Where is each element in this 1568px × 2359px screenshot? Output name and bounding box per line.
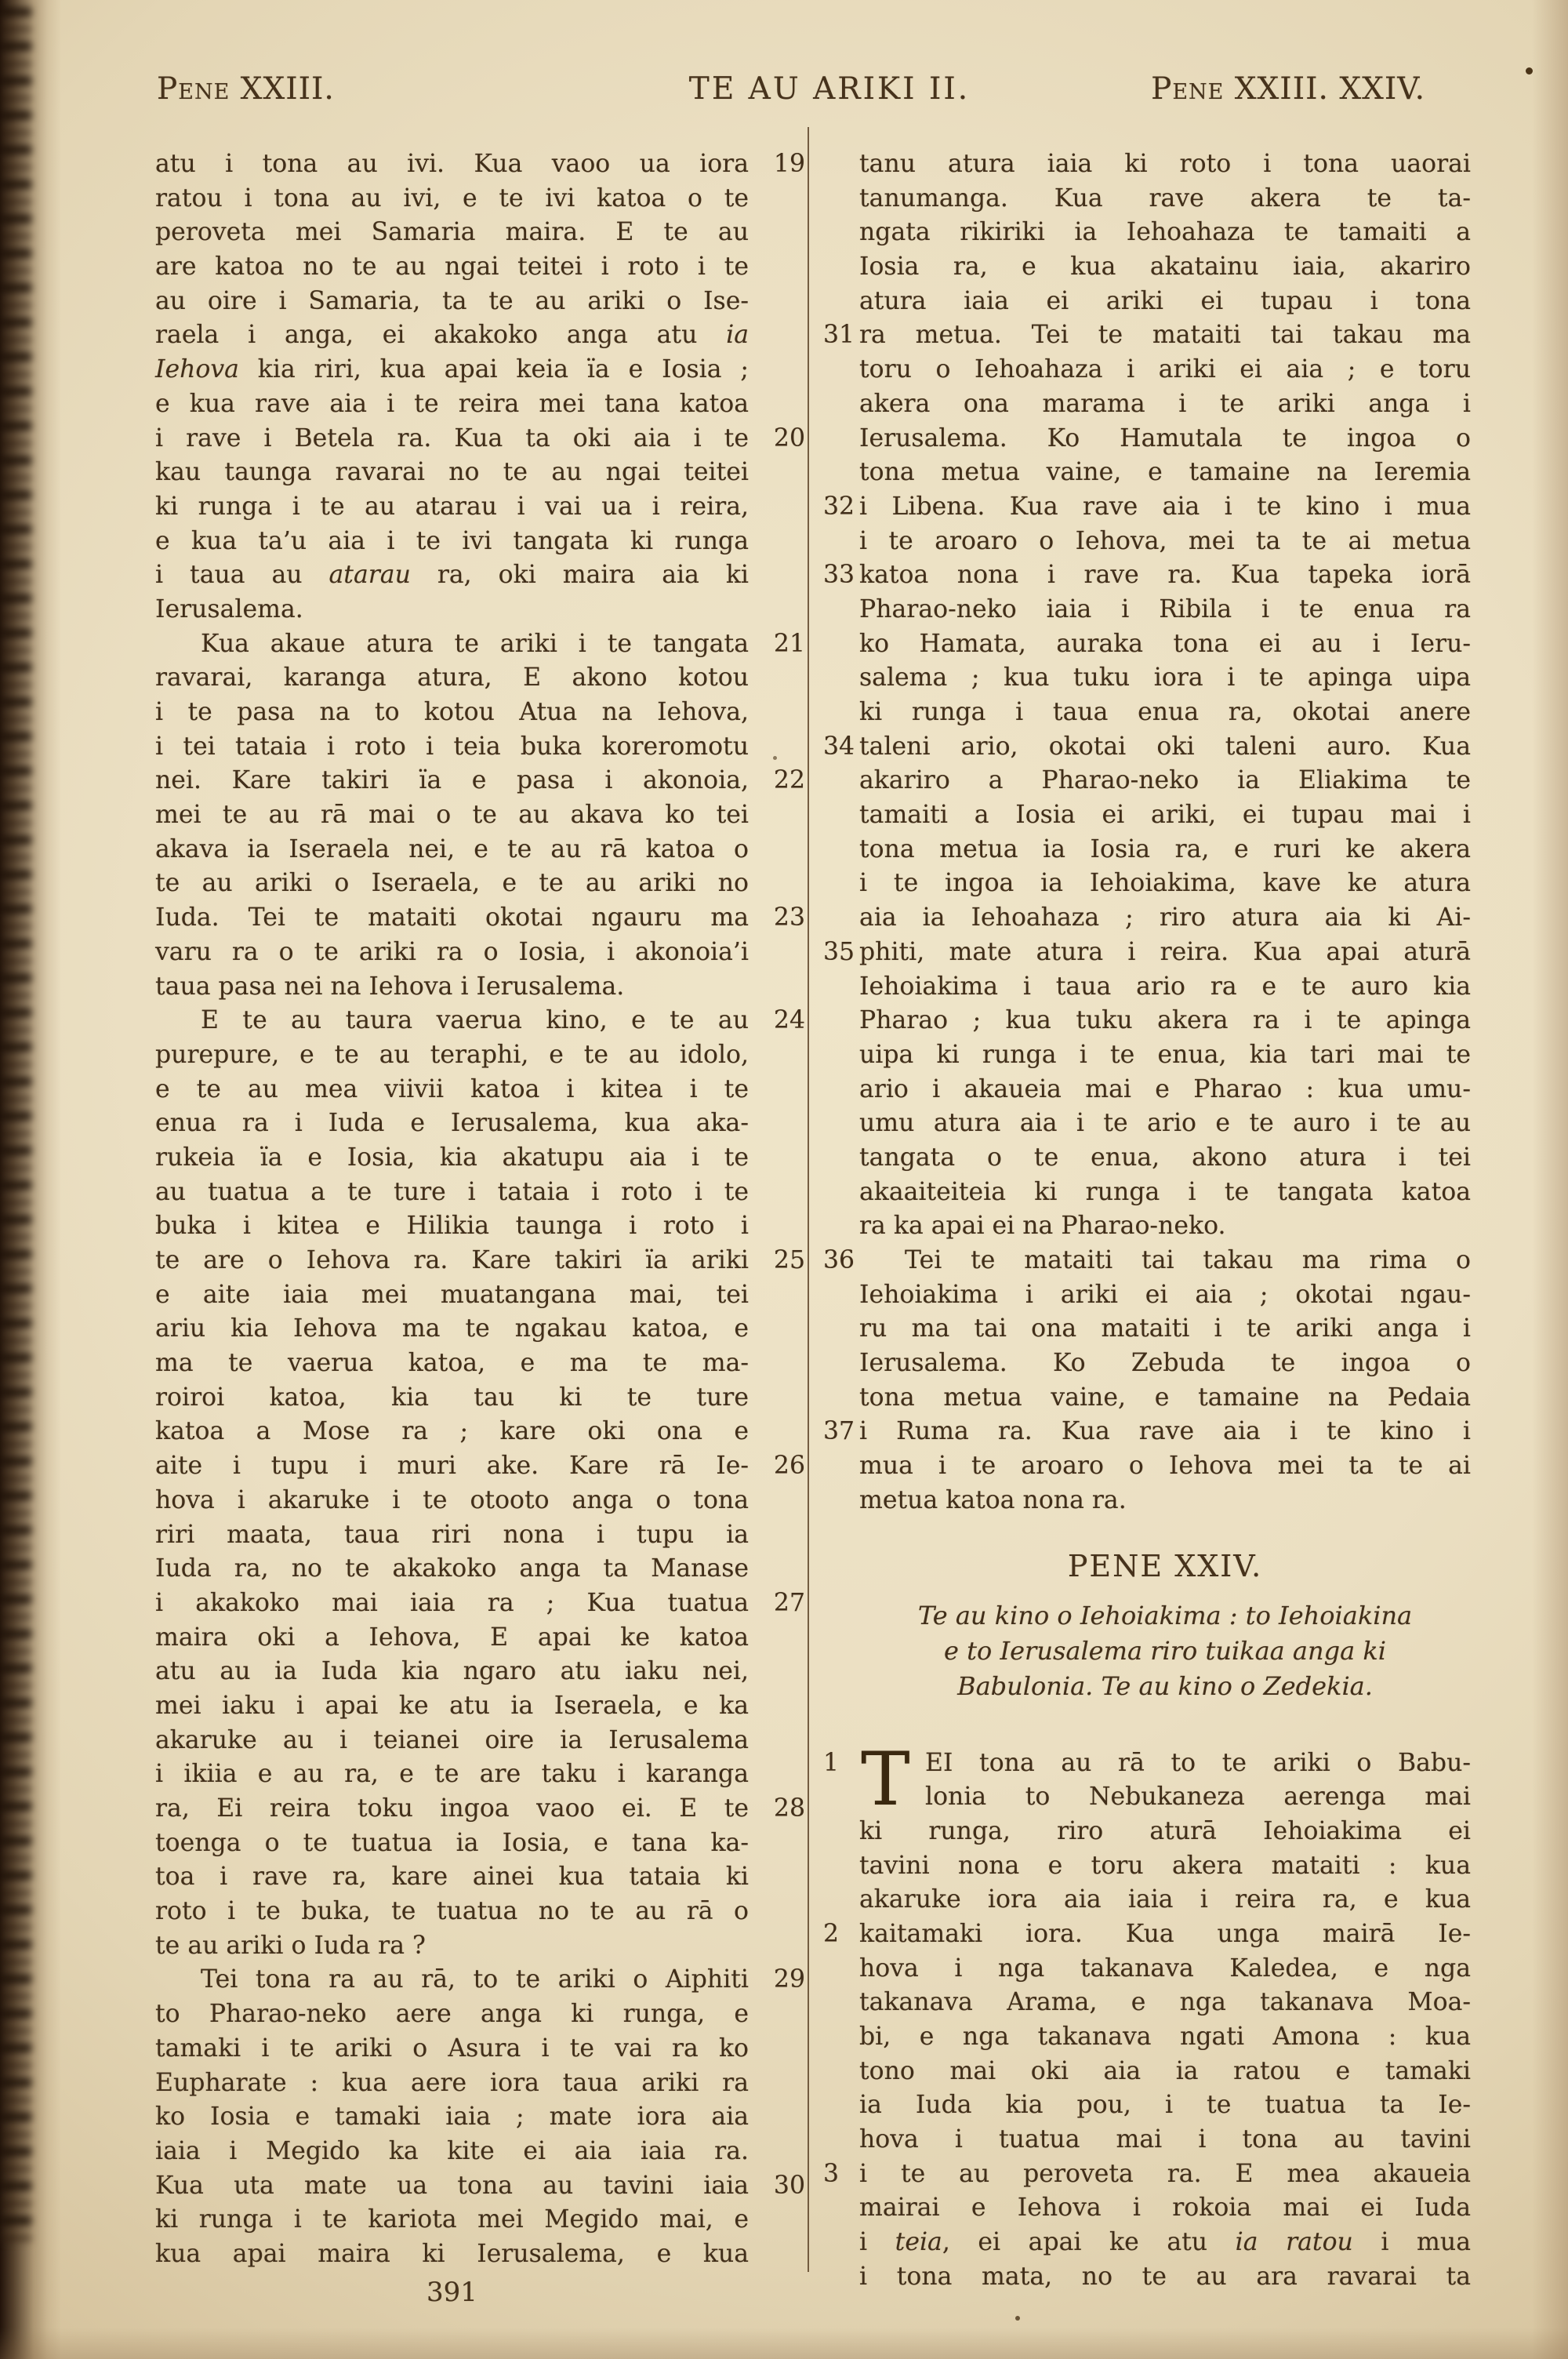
text-line: ra metua. Tei te mataiti tai takau ma 31 [859,318,1471,353]
text-line: toru o Iehoahaza i ariki ei aia ; e toru [859,355,1471,384]
text-line: EI tona au rā to te ariki o Babu- [925,1748,1471,1777]
text-line: ravarai, karanga atura, E akono kotou [155,663,749,692]
text-line: tono mai oki aia ia ratou e tamaki [859,2056,1471,2085]
text-line: mei iaku i apai ke atu ia Iseraela, e ka [155,1691,749,1720]
text-line: katoa a Mose ra ; kare oki ona e [155,1417,749,1446]
text-line: aite i tupu i muri ake. Kare rā Ie- 26 [155,1449,749,1484]
verse-number: 29 [773,1965,805,1994]
text-line: to Pharao-neko aere anga ki runga, e [155,2000,749,2029]
text-line: tona metua vaine, e tamaine na Pedaia [859,1383,1471,1412]
text-line: i te au peroveta ra. E mea akaueia 3 [859,2157,1471,2192]
verse-number: 24 [773,1006,805,1035]
verse-number: 36 [823,1246,855,1274]
text-line: enua ra i Iuda e Ierusalema, kua aka- [155,1109,749,1138]
text-line: Tei tona ra au rā, to te ariki o Aiphiti 29 [155,1963,749,1997]
left-text-column [155,147,805,2272]
text-line: i Libena. Kua rave aia i te kino i mua 32 [859,490,1471,525]
text-line: akera ona marama i te ariki anga i [859,389,1471,418]
text-line: peroveta mei Samaria maira. E te au [155,218,749,247]
verse-number: 31 [823,321,855,350]
text-line: i te pasa na to kotou Atua na Iehova, [155,698,749,726]
text-line: ario i akaueia mai e Pharao : kua umu- [859,1074,1471,1103]
text-line: salema ; kua tuku iora i te apinga uipa [859,663,1471,692]
text-line: Iuda. Tei te mataiti okotai ngauru ma 23 [155,901,749,936]
text-line: metua katoa nona ra. [859,1485,1127,1514]
verse-number: 3 [823,2159,840,2188]
text-line: maira oki a Iehova, E apai ke katoa [155,1623,749,1652]
text-line: ia Iuda kia pou, i te tuatua ta Ie- [859,2091,1471,2120]
text-line: hova i akaruke i te otooto anga o tona [155,1485,749,1514]
text-line: e kua ta’u aia i te ivi tangata ki runga [155,526,749,555]
page-number: 391 [426,2277,477,2308]
text-line: e kua rave aia i te reira mei tana katoa [155,389,749,418]
text-line: i te aroaro o Iehova, mei ta te ai metua [859,526,1471,555]
text-line: e aite iaia mei muatangana mai, tei [155,1280,749,1309]
chapter-summary-line: Te au kino o Iehoiakima : to Iehoiakina [917,1600,1413,1630]
ink-speck [1526,67,1533,75]
text-line: kua apai maira ki Ierusalema, e kua [155,2239,749,2268]
verse-number: 23 [773,903,805,932]
text-line: ratou i tona au ivi, e te ivi katoa o te [155,184,749,213]
text-line: taua pasa nei na Iehova i Ierusalema. [155,972,625,1001]
running-head-book-title: TE AU ARIKI II. [688,71,971,107]
text-line: Eupharate : kua aere iora taua ariki ra [155,2068,749,2097]
text-line: te are o Iehova ra. Kare takiri ïa ariki 25 [155,1244,749,1278]
text-line: roiroi katoa, kia tau ki te ture [155,1383,749,1412]
verse-number: 27 [773,1588,805,1617]
text-line: Iosia ra, e kua akatainu iaia, akariro [859,253,1471,282]
text-line: akariro a Pharao-neko ia Eliakima te [859,766,1471,795]
text-line: atu i tona au ivi. Kua vaoo ua iora 19 [155,147,749,182]
text-line: hova i nga takanava Kaledea, e nga [859,1954,1471,1983]
text-line: takanava Arama, e nga takanava Moa- [859,1988,1471,2017]
text-line: te au ariki o Iuda ra ? [155,1931,426,1960]
text-line: Kua uta mate ua tona au tavini iaia 30 [155,2169,749,2204]
text-line: ra, Ei reira toku ingoa vaoo ei. E te 28 [155,1792,749,1826]
text-line: bi, e nga takanava ngati Amona : kua [859,2023,1471,2051]
text-line: kaitamaki iora. Kua unga mairā Ie- 2 [859,1917,1471,1952]
text-line: i taua au atarau ra, oki maira aia ki [155,561,750,590]
text-line: i te ingoa ia Iehoiakima, kave ke atura [859,869,1471,898]
verse-number: 28 [773,1794,805,1823]
text-line: tona metua vaine, e tamaine na Ieremia [859,458,1471,487]
text-line: raela i anga, ei akakoko anga atu ia [155,321,749,350]
text-line: ko Hamata, auraka tona ei au i Ieru- [859,629,1471,658]
text-line: au tuatua a te ture i tataia i roto i te [155,1177,749,1206]
chapter-summary [859,1598,1471,1704]
text-line: i Ruma ra. Kua rave aia i te kino i 37 [859,1415,1471,1449]
verse-number: 25 [773,1246,805,1274]
text-line: Tei te mataiti tai takau ma rima o 36 [859,1244,1471,1278]
text-line: i tona mata, no te au ara ravarai ta [859,2262,1471,2291]
text-line: akaruke au i teianei oire ia Ierusalema [155,1725,749,1754]
text-line: e te au mea viivii katoa i kitea i te [155,1074,749,1103]
verse-number: 26 [773,1452,805,1481]
text-line: Pharao ; kua tuku akera ra i te apinga [859,1006,1471,1035]
verse-number: 20 [773,423,805,453]
text-line: uipa ki runga i te enua, kia tari mai te [859,1040,1471,1069]
text-line: tanu atura iaia ki roto i tona uaorai [859,150,1471,178]
text-line: i ikiia e au ra, e te are taku i karanga [155,1760,749,1789]
ink-speck [773,756,777,760]
text-line: riri maata, taua riri nona i tupu ia [155,1520,749,1549]
text-line: mei te au rā mai o te au akava ko tei [155,801,749,830]
verse-number: 32 [823,492,855,521]
text-line: atura iaia ei ariki ei tupau i tona [859,286,1471,315]
text-line: aia ia Iehoahaza ; riro atura aia ki Ai- [859,903,1471,932]
text-line: tangata o te enua, akono atura i tei [859,1143,1471,1172]
text-line: nei. Kare takiri ïa e pasa i akonoia, 22 [155,764,749,798]
verse-number: 35 [823,937,855,966]
text-line: Iuda ra, no te akakoko anga ta Manase [155,1554,749,1583]
text-line: ki runga i taua enua ra, okotai anere [859,698,1471,726]
page-bottom-edge-shading [0,2328,1568,2359]
text-line: ki runga i te au atarau i vai ua i reira, [155,492,749,521]
text-line: taleni ario, okotai oki taleni auro. Kua 34 [859,730,1471,765]
verse-number: 1 [823,1748,840,1777]
chapter-summary-line: e to Ierusalema riro tuikaa anga ki [944,1635,1386,1666]
text-line: roto i te buka, te tuatua no te au rā o [155,1897,749,1926]
text-line: varu ra o te ariki ra o Iosia, i akonoia’i [155,937,749,966]
verse-number: 22 [773,766,805,795]
verse-number: 37 [823,1417,855,1446]
column-divider-rule [808,127,809,2272]
right-text-column [823,147,1471,2295]
text-line: purepure, e te au teraphi, e te au idolo, [155,1040,749,1069]
chapter-heading: PENE XXIV. [1067,1548,1263,1583]
text-line: te au ariki o Iseraela, e te au ariki no [155,869,749,898]
ink-speck [1015,2316,1020,2321]
binding-gutter-edge [0,0,61,2359]
text-line: Pharao-neko iaia i Ribila i te enua ra [859,594,1471,623]
verse-number: 19 [773,150,805,178]
text-line: au oire i Samaria, ta te au ariki o Ise- [155,286,749,315]
text-line: phiti, mate atura i reira. Kua apai aturā 35 [859,936,1471,970]
text-line: akaaiteiteia ki runga i te tangata katoa [859,1177,1471,1206]
text-line: Ierusalema. [155,594,303,623]
text-line: Ierusalema. Ko Hamutala te ingoa o [859,423,1471,453]
text-line: tamaiti a Iosia ei ariki, ei tupau mai i [859,801,1471,830]
verse-number: 34 [823,732,855,761]
text-line: i teia, ei apai ke atu ia ratou i mua [859,2228,1471,2257]
text-line: ko Iosia e tamaki iaia ; mate iora aia [155,2103,749,2132]
text-line: tavini nona e toru akera mataiti : kua [859,1851,1471,1880]
text-line: i akakoko mai iaia ra ; Kua tuatua 27 [155,1587,749,1621]
text-line: akaruke iora aia iaia i reira ra, e kua [859,1885,1471,1914]
text-line: ma te vaerua katoa, e ma te ma- [155,1349,749,1378]
running-head-chapter-right: Pene XXIII. XXIV. [1151,71,1425,107]
text-line: tamaki i te ariki o Asura i te vai ra ko [155,2034,749,2063]
text-line: ngata rikiriki ia Iehoahaza te tamaiti a [859,218,1471,247]
verse-number: 30 [773,2171,805,2200]
text-line: Iehoiakima i taua ario ra e te auro kia [859,972,1471,1001]
text-line: ki runga, riro aturā Iehoiakima ei [859,1816,1471,1845]
text-line: are katoa no te au ngai teitei i roto i te [155,253,749,282]
drop-cap-letter: T [861,1736,910,1823]
text-line: hova i tuatua mai i tona au tavini [859,2125,1471,2154]
text-line: buka i kitea e Hilikia taunga i roto i [155,1212,749,1241]
text-line: tona metua ia Iosia ra, e ruri ke akera [859,834,1471,863]
text-line: katoa nona i rave ra. Kua tapeka iorā 33 [859,558,1471,593]
text-line: i tei tataia i roto i teia buka koreromotu [155,732,749,761]
text-line: toa i rave ra, kare ainei kua tataia ki [155,1863,749,1892]
text-line: i rave i Betela ra. Kua ta oki aia i te 20 [155,422,749,456]
text-line: Ierusalema. Ko Zebuda te ingoa o [859,1349,1471,1378]
text-line: kau taunga ravarai no te au ngai teitei [155,458,749,487]
text-line: rukeia ïa e Iosia, kia akatupu aia i te [155,1143,749,1172]
text-line: Iehoiakima i ariki ei aia ; okotai ngau- [859,1280,1471,1309]
text-line: atu au ia Iuda kia ngaro atu iaku nei, [155,1657,749,1686]
text-line: toenga o te tuatua ia Iosia, e tana ka- [155,1828,749,1857]
chapter-summary-line: Babulonia. Te au kino o Zedekia. [957,1670,1373,1701]
text-line: akava ia Iseraela nei, e te au rā katoa o [155,834,749,863]
text-line: ki runga i te kariota mei Megido mai, e [155,2205,749,2234]
verse-number: 33 [823,561,855,590]
text-line: Kua akaue atura te ariki i te tangata 21 [155,627,749,662]
text-line: ra ka apai ei na Pharao-neko. [859,1212,1226,1241]
text-line: E te au taura vaerua kino, e te au 24 [155,1004,749,1038]
adjacent-page-ghost-text [0,8,31,2243]
running-head-chapter-left: Pene XXIII. [157,71,335,107]
text-line: iaia i Megido ka kite ei aia iaia ra. [155,2136,749,2165]
verse-1-paragraph [823,1736,1471,1823]
text-line: Iehova kia riri, kua apai keia ïa e Iosia ; [155,355,749,384]
text-line: mairai e Iehova i rokoia mai ei Iuda [859,2194,1471,2223]
text-line: lonia to Nebukaneza aerenga mai [925,1783,1471,1812]
page-right-edge-shading [1532,0,1568,2359]
text-line: ariu kia Iehova ma te ngakau katoa, e [155,1314,749,1343]
text-line: tanumanga. Kua rave akera te ta- [859,184,1471,213]
text-line: umu atura aia i te ario e te auro i te au [859,1109,1471,1138]
text-line: ru ma tai ona mataiti i te ariki anga i [859,1314,1471,1343]
verse-number: 2 [823,1919,840,1948]
text-line: mua i te aroaro o Iehova mei ta te ai [859,1452,1471,1481]
verse-number: 21 [773,629,805,658]
